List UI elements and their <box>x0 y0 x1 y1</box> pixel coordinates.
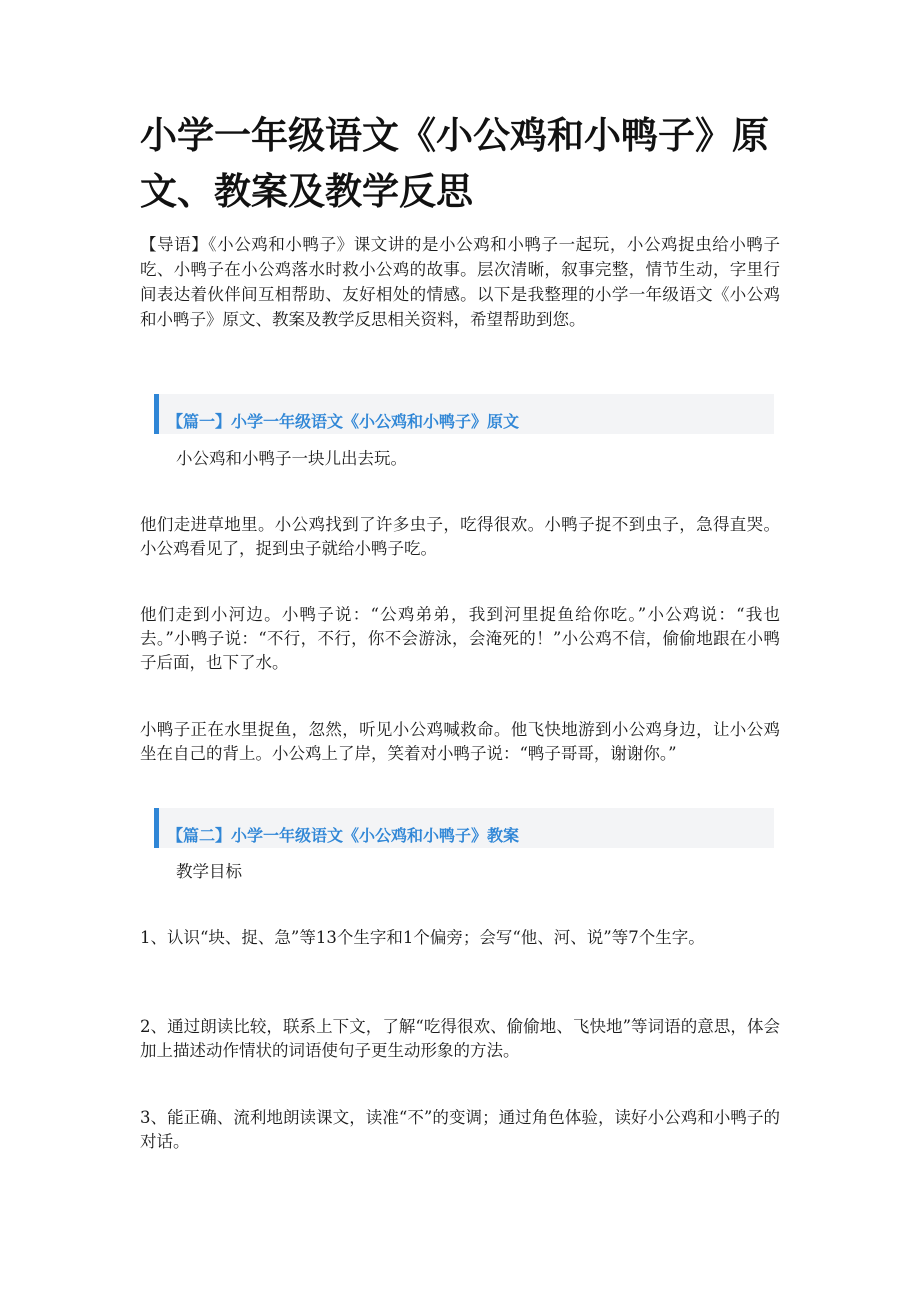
document-title: 小学一年级语文《小公鸡和小鸭子》原文、教案及教学反思 <box>140 114 769 213</box>
body-paragraph: 教学目标 <box>176 862 242 881</box>
body-paragraph: 他们走到小河边。小鸭子说：“公鸡弟弟，我到河里捉鱼给你吃。”小公鸡说：“我也去。”小鸭子说：“不行，不行，你不会游泳，会淹死的！”小公鸡不信，偷偷地跟在小鸭子后面，也下了水。 <box>140 605 780 672</box>
section-heading-1 <box>154 394 774 434</box>
body-paragraph: 他们走进草地里。小公鸡找到了许多虫子，吃得很欢。小鸭子捉不到虫子，急得直哭。小公鸡看见了，捉到虫子就给小鸭子吃。 <box>140 515 780 558</box>
section-heading-1-text: 【篇一】小学一年级语文《小公鸡和小鸭子》原文 <box>167 412 520 431</box>
section-heading-2 <box>154 808 774 848</box>
body-paragraph: 小鸭子正在水里捉鱼，忽然，听见小公鸡喊救命。他飞快地游到小公鸡身边，让小公鸡坐在自己的背上。小公鸡上了岸，笑着对小鸭子说：“鸭子哥哥，谢谢你。” <box>140 720 780 763</box>
intro-paragraph: 【导语】《小公鸡和小鸭子》课文讲的是小公鸡和小鸭子一起玩，小公鸡捉虫给小鸭子吃、小鸭子在小公鸡落水时救小公鸡的故事。层次清晰，叙事完整，情节生动，字里行间表达着伙伴间互相帮助、友好相处的情感。以下是我整理的小学一年级语文《小公鸡和小鸭子》原文、教案及教学反思相关资料，希望帮助到您。 <box>140 235 780 329</box>
section-heading-2-text: 【篇二】小学一年级语文《小公鸡和小鸭子》教案 <box>167 826 520 845</box>
list-item-objective-3: 3、能正确、流利地朗读课文，读准“不”的变调；通过角色体验，读好小公鸡和小鸭子的对话。 <box>140 1108 780 1151</box>
body-paragraph: 小公鸡和小鸭子一块儿出去玩。 <box>176 449 407 468</box>
list-item-objective-1: 1、认识“块、捉、急”等13个生字和1个偏旁；会写“他、河、说”等7个生字。 <box>140 928 705 947</box>
list-item-objective-2: 2、通过朗读比较，联系上下文，了解“吃得很欢、偷偷地、飞快地”等词语的意思，体会加上描述动作情状的词语使句子更生动形象的方法。 <box>140 1017 780 1060</box>
